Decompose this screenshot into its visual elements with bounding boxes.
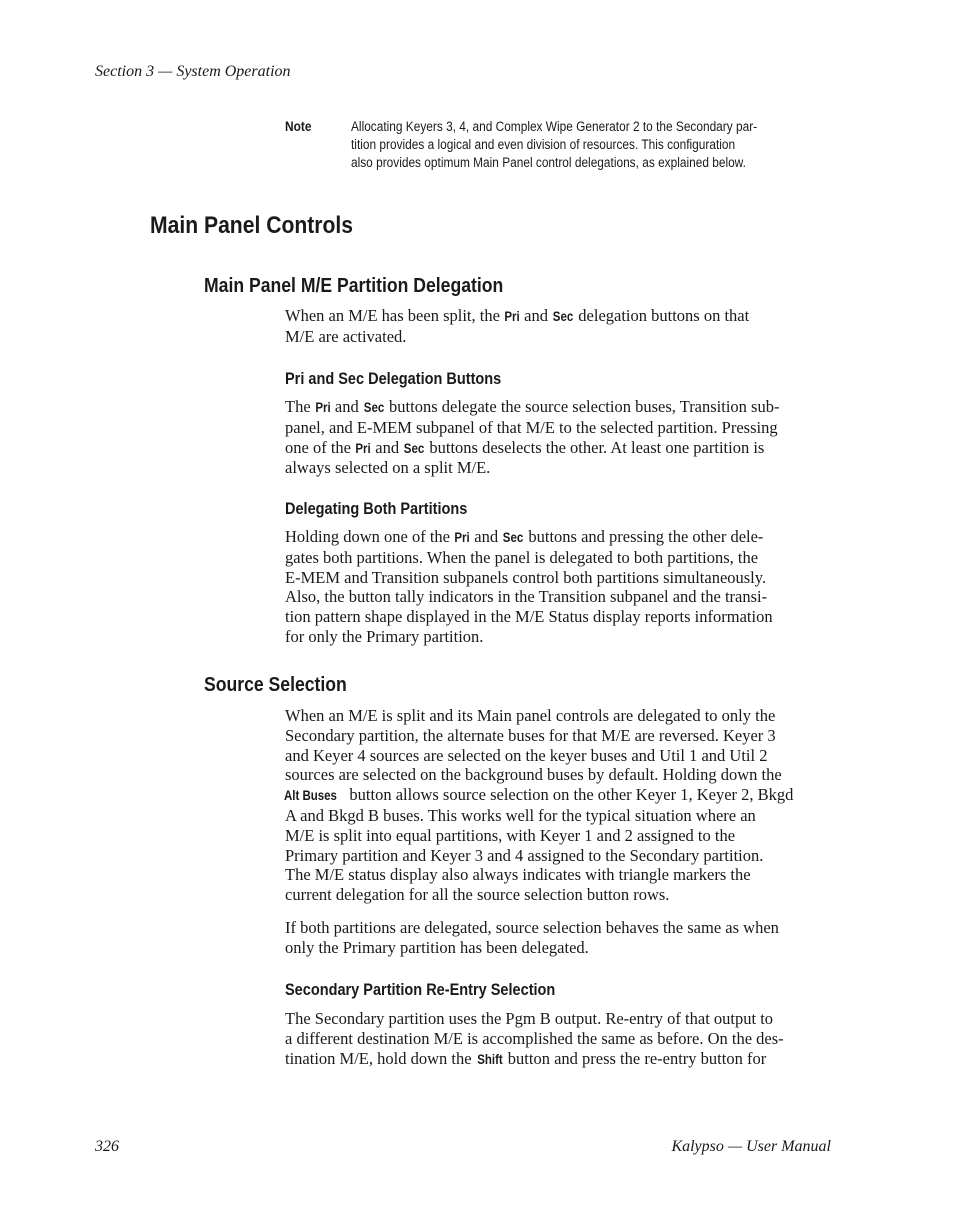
text-run: and — [474, 527, 499, 546]
text-line: always selected on a split M/E. — [285, 458, 491, 478]
text-line: panel, and E-MEM subpanel of that M/E to the selected partition. Pressing — [285, 417, 778, 437]
text-line: Primary partition and Keyer 3 and 4 assigned to the Secondary partition. — [285, 845, 764, 865]
text-line: and Keyer 4 sources are selected on the keyer buses and Util 1 and Util 2 — [285, 745, 768, 765]
text-line: M/E is split into equal partitions, with Keyer 1 and 2 assigned to the — [285, 825, 736, 845]
paragraph-partition-intro — [285, 306, 845, 347]
text-line: a different destination M/E is accomplished the same as before. On the des- — [285, 1028, 784, 1048]
text-line — [285, 785, 845, 806]
note-label: Note — [285, 118, 312, 134]
text-line — [285, 397, 845, 418]
text-run: and — [334, 397, 359, 416]
text-line: current delegation for all the source selection button rows. — [285, 885, 670, 905]
text-run: buttons and pressing the other dele- — [528, 527, 764, 546]
text-run: delegation buttons on that — [578, 306, 750, 325]
text-line: only the Primary partition has been delegated. — [285, 937, 589, 957]
note-block — [285, 118, 815, 172]
text-line: gates both partitions. When the panel is delegated to both partitions, the — [285, 547, 759, 567]
heading-partition-delegation: Main Panel M/E Partition Delegation — [204, 275, 504, 297]
text-line: A and Bkgd B buses. This works well for the typical situation where an — [285, 805, 756, 825]
text-run: When an M/E has been split, the — [285, 306, 500, 325]
shift-button-label: Shift — [476, 1051, 503, 1067]
text-line: E-MEM and Transition subpanels control both partitions simultaneously. — [285, 567, 767, 587]
text-line — [285, 527, 845, 548]
text-run: button allows source selection on the other Keyer 1, Keyer 2, Bkgd — [349, 785, 794, 805]
alt-buses-button-label: Alt Buses — [284, 788, 337, 804]
paragraph-source-selection — [285, 706, 845, 905]
pri-button-label: Pri — [355, 440, 371, 456]
note-line: Allocating Keyers 3, 4, and Complex Wipe Generator 2 to the Secondary par- — [351, 119, 758, 134]
pri-button-label: Pri — [454, 530, 470, 545]
note-line: also provides optimum Main Panel control delegations, as explained below. — [351, 155, 746, 170]
note-text — [351, 118, 815, 172]
footer-manual-title: Kalypso — User Manual — [671, 1138, 831, 1155]
paragraph-reentry — [285, 1009, 845, 1069]
paragraph-delegating-both — [285, 527, 845, 647]
text-line: for only the Primary partition. — [285, 626, 484, 646]
pri-button-label: Pri — [504, 309, 520, 324]
paragraph-both-delegated — [285, 918, 845, 958]
text-line — [285, 1049, 845, 1070]
sec-button-label: Sec — [363, 400, 385, 415]
text-run: buttons delegate the source selection buses, Transition sub- — [389, 397, 780, 416]
text-line: tion pattern shape displayed in the M/E Status display reports information — [285, 607, 773, 627]
sec-button-label: Sec — [552, 309, 574, 324]
text-line — [285, 438, 845, 459]
note-line: tition provides a logical and even division of resources. This configuration — [351, 137, 736, 152]
page-number: 326 — [95, 1138, 119, 1155]
heading-delegating-both: Delegating Both Partitions — [285, 500, 468, 518]
text-line: If both partitions are delegated, source selection behaves the same as when — [285, 918, 779, 937]
running-header: Section 3 — System Operation — [95, 63, 291, 80]
text-run: one of the — [285, 437, 351, 457]
heading-reentry-selection: Secondary Partition Re-Entry Selection — [285, 981, 556, 999]
text-line: Also, the button tally indicators in the Transition subpanel and the transi- — [285, 587, 768, 607]
section-title: Main Panel Controls — [150, 212, 354, 239]
pri-button-label: Pri — [315, 400, 331, 415]
text-run: buttons deselects the other. At least one partition is — [429, 437, 765, 457]
text-line: The M/E status display also always indicates with triangle markers the — [285, 865, 751, 885]
text-run: Holding down one of the — [285, 527, 450, 546]
sec-button-label: Sec — [404, 440, 425, 456]
text-run: and — [524, 306, 548, 325]
text-run: button and press the re-entry button for — [507, 1048, 767, 1068]
heading-source-selection: Source Selection — [204, 674, 347, 696]
text-run: tination M/E, hold down the — [285, 1048, 472, 1068]
text-run: The — [285, 397, 311, 416]
text-line: sources are selected on the background buses by default. Holding down the — [285, 765, 782, 785]
heading-pri-sec-buttons: Pri and Sec Delegation Buttons — [285, 370, 502, 388]
text-line: When an M/E is split and its Main panel controls are delegated to only the — [285, 706, 776, 725]
text-run: and — [375, 437, 400, 457]
text-line: Secondary partition, the alternate buses for that M/E are reversed. Keyer 3 — [285, 725, 776, 745]
paragraph-pri-sec — [285, 397, 845, 478]
text-line: M/E are activated. — [285, 326, 407, 346]
text-line — [285, 306, 845, 327]
text-line: The Secondary partition uses the Pgm B output. Re-entry of that output to — [285, 1009, 774, 1028]
sec-button-label: Sec — [503, 530, 524, 545]
